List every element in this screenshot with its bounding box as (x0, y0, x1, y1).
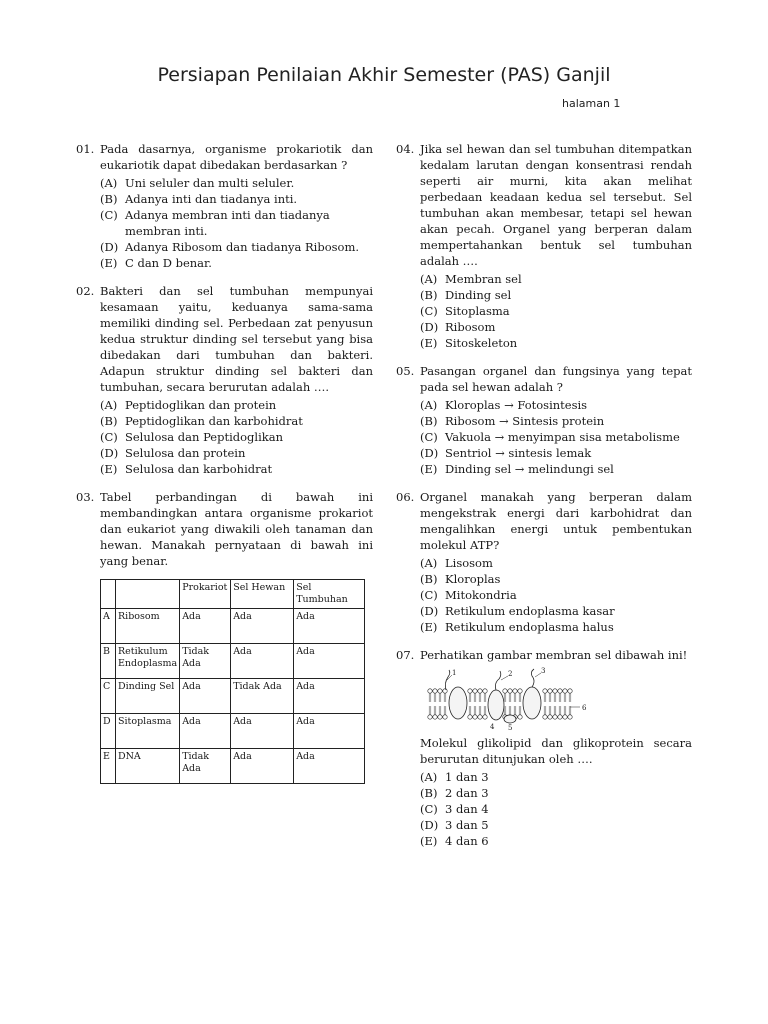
option-letter: (A) (420, 398, 438, 412)
option-text: C dan D benar. (125, 256, 212, 270)
glycoprotein-chain (531, 669, 534, 687)
option-letter: (C) (420, 304, 438, 318)
option (100, 397, 373, 413)
option (420, 785, 692, 801)
phospholipid-head (543, 689, 547, 693)
table-cell: D (101, 714, 116, 749)
option-letter: (D) (100, 446, 119, 460)
table-header-cell (116, 580, 180, 609)
question-text: Perhatikan gambar membran sel dibawah ini! (420, 648, 688, 662)
glycoprotein-chain (495, 671, 500, 690)
table-header-row (101, 580, 365, 609)
option-text: Uni seluler dan multi seluler. (125, 176, 295, 190)
table-cell: Ada (294, 749, 365, 784)
option (100, 175, 373, 191)
table-cell: Ada (231, 644, 294, 679)
option-text: Lisosom (445, 556, 493, 570)
table-cell: C (101, 679, 116, 714)
question-text: Bakteri dan sel tumbuhan mempunyai kesamaan yaitu, keduanya sama-sama memiliki dinding sel. Perbedaan zat penyusun kedua struktur dinding sel tersebut yang bisa dibedakan dari tumbuhan dan bakteri. Adapun struktur dinding sel bakteri dan tumbuhan, secara berurutan adalah …. (100, 284, 373, 394)
option (420, 271, 692, 287)
option-list (420, 271, 692, 351)
phospholipid-head (568, 689, 572, 693)
option (420, 413, 692, 429)
phospholipid-head (508, 689, 512, 693)
phospholipid-head (563, 715, 567, 719)
question-number: 02. (76, 284, 95, 298)
option-letter: (B) (420, 572, 438, 586)
option-text: Adanya inti dan tiadanya inti. (125, 192, 298, 206)
option-text: Vakuola → menyimpan sisa metabolisme (445, 430, 680, 444)
option-letter: (B) (420, 786, 438, 800)
option (420, 587, 692, 603)
question-text: Pasangan organel dan fungsinya yang tepat pada sel hewan adalah ? (420, 364, 692, 394)
option-letter: (E) (420, 462, 438, 476)
table-cell: Tidak Ada (231, 679, 294, 714)
table-header-cell: Sel Tumbuhan (294, 580, 365, 609)
option-letter: (D) (420, 604, 439, 618)
option-text: Retikulum endoplasma halus (445, 620, 614, 634)
option (420, 461, 692, 477)
membrane-protein (523, 687, 541, 719)
option-text: Selulosa dan Peptidoglikan (125, 430, 283, 444)
option (100, 207, 373, 239)
option (100, 239, 373, 255)
option (420, 769, 692, 785)
option-letter: (A) (100, 398, 118, 412)
option (420, 335, 692, 351)
cell-membrane-figure (424, 667, 592, 731)
question-text: Organel manakah yang berperan dalam mengekstrak energi dari karbohidrat dan mengalihkan energi untuk pembentukan molekul ATP? (420, 490, 692, 552)
phospholipid-head (428, 689, 432, 693)
phospholipid-head (483, 689, 487, 693)
phospholipid-head (503, 689, 507, 693)
option (100, 413, 373, 429)
option-letter: (E) (420, 336, 438, 350)
phospholipid-head (438, 715, 442, 719)
option-letter: (C) (420, 802, 438, 816)
table-cell: Dinding Sel (116, 679, 180, 714)
option (420, 603, 692, 619)
figure-label: 1 (452, 669, 457, 677)
membrane-protein (449, 687, 467, 719)
option-letter: (C) (100, 208, 118, 222)
phospholipid-head (553, 715, 557, 719)
option-letter: (C) (100, 430, 118, 444)
option-text: Retikulum endoplasma kasar (445, 604, 615, 618)
option (100, 255, 373, 271)
table-row (101, 749, 365, 784)
phospholipid-head (433, 689, 437, 693)
phospholipid-head (558, 715, 562, 719)
question-text: Tabel perbandingan di bawah ini membandingkan antara organisme prokariot dan eukariot yang diwakili oleh tanaman dan hewan. Manakah pernyataan di bawah ini yang benar. (100, 490, 373, 568)
table-cell: Ada (180, 679, 231, 714)
option-text: Sitoplasma (445, 304, 510, 318)
option-text: Peptidoglikan dan protein (125, 398, 277, 412)
page-title: Persiapan Penilaian Akhir Semester (PAS) Ganjil (157, 64, 611, 86)
option (420, 445, 692, 461)
question-number: 04. (396, 142, 415, 156)
question-03 (76, 489, 373, 784)
option-text: 1 dan 3 (445, 770, 489, 784)
question-number: 07. (396, 648, 415, 662)
option-letter: (B) (100, 192, 118, 206)
option-letter: (A) (420, 556, 438, 570)
phospholipid-head (558, 689, 562, 693)
table-cell: Ada (294, 644, 365, 679)
option-letter: (B) (100, 414, 118, 428)
option-text: Mitokondria (445, 588, 517, 602)
table-cell: Tidak Ada (180, 644, 231, 679)
option (420, 555, 692, 571)
option-text: Sitoskeleton (445, 336, 518, 350)
option-letter: (B) (420, 288, 438, 302)
option-letter: (A) (420, 770, 438, 784)
table-cell: Ada (294, 714, 365, 749)
phospholipid-head (478, 689, 482, 693)
pointer-line (501, 676, 508, 680)
option-text: Ribosom → Sintesis protein (445, 414, 605, 428)
option-text: Peptidoglikan dan karbohidrat (125, 414, 303, 428)
table-header-cell: Prokariot (180, 580, 231, 609)
option-text: Adanya membran inti dan tiadanya membran inti. (125, 208, 330, 238)
phospholipid-head (548, 715, 552, 719)
option (420, 397, 692, 413)
option-text: 3 dan 5 (445, 818, 489, 832)
option-letter: (D) (420, 818, 439, 832)
phospholipid-head (568, 715, 572, 719)
option-letter: (C) (420, 588, 438, 602)
phospholipid-head (428, 715, 432, 719)
question-number: 05. (396, 364, 415, 378)
table-cell: Ribosom (116, 609, 180, 644)
option-letter: (B) (420, 414, 438, 428)
question-number: 01. (76, 142, 95, 156)
table-header-cell: Sel Hewan (231, 580, 294, 609)
phospholipid-head (483, 715, 487, 719)
option-letter: (E) (420, 620, 438, 634)
option-letter: (E) (100, 462, 118, 476)
table-cell: Tidak Ada (180, 749, 231, 784)
question-text: Pada dasarnya, organisme prokariotik dan eukariotik dapat dibedakan berdasarkan ? (100, 142, 373, 172)
table-row (101, 714, 365, 749)
phospholipid-head (468, 715, 472, 719)
phospholipid-head (518, 689, 522, 693)
phospholipid-head (553, 689, 557, 693)
table-cell: Ada (231, 609, 294, 644)
table-cell: Ada (180, 714, 231, 749)
phospholipid-head (433, 715, 437, 719)
option-text: Ribosom (445, 320, 496, 334)
option-text: Adanya Ribosom dan tiadanya Ribosom. (125, 240, 360, 254)
option-text: Selulosa dan karbohidrat (125, 462, 273, 476)
phospholipid-head (563, 689, 567, 693)
option-letter: (E) (420, 834, 438, 848)
phospholipid-head (443, 715, 447, 719)
option-text: Membran sel (445, 272, 522, 286)
question-number: 06. (396, 490, 415, 504)
option-text: Sentriol → sintesis lemak (445, 446, 592, 460)
option-list (100, 175, 373, 271)
table-cell: Retikulum Endoplasma (116, 644, 180, 679)
glycolipid-chain (445, 670, 449, 690)
option (100, 429, 373, 445)
phospholipid-head (473, 715, 477, 719)
table-row (101, 679, 365, 714)
question-01 (76, 141, 373, 271)
option (100, 461, 373, 477)
right-column (396, 141, 692, 861)
option-list (100, 397, 373, 477)
option-letter: (D) (420, 446, 439, 460)
table-cell: Ada (294, 609, 365, 644)
question-06 (396, 489, 692, 635)
option-letter: (A) (100, 176, 118, 190)
table-cell: Ada (231, 714, 294, 749)
phospholipid-head (543, 715, 547, 719)
phospholipid-head (478, 715, 482, 719)
option-text: Selulosa dan protein (125, 446, 246, 460)
left-column (76, 141, 373, 796)
option-text: 3 dan 4 (445, 802, 489, 816)
option (420, 429, 692, 445)
option-text: 2 dan 3 (445, 786, 489, 800)
table-cell: Ada (180, 609, 231, 644)
table-cell: Ada (294, 679, 365, 714)
option-text: Kloroplas (445, 572, 501, 586)
option-list (420, 397, 692, 477)
question-text: Jika sel hewan dan sel tumbuhan ditempatkan kedalam larutan dengan konsentrasi rendah seperti air murni, kita akan melihat perbedaan keadaan kedua sel tersebut. Sel tumbuhan akan membesar, tetapi sel hewan akan pecah. Organel yang berperan dalam mempertahankan bentuk sel tumbuhan adalah …. (420, 142, 692, 268)
question-04 (396, 141, 692, 351)
option-text: Dinding sel (445, 288, 512, 302)
option (420, 319, 692, 335)
option (420, 303, 692, 319)
option (420, 817, 692, 833)
figure-label: 3 (541, 667, 546, 675)
table-cell: E (101, 749, 116, 784)
phospholipid-head (548, 689, 552, 693)
option (420, 801, 692, 817)
option-letter: (E) (100, 256, 118, 270)
question-07 (396, 647, 692, 849)
figure-label: 6 (582, 704, 587, 712)
option-text: 4 dan 6 (445, 834, 489, 848)
figure-label: 4 (490, 723, 495, 731)
option (100, 191, 373, 207)
question-02 (76, 283, 373, 477)
phospholipid-head (438, 689, 442, 693)
table-cell: DNA (116, 749, 180, 784)
option-letter: (C) (420, 430, 438, 444)
phospholipid-head (443, 689, 447, 693)
option-list (420, 769, 692, 849)
membrane-protein (504, 715, 516, 723)
option-letter: (D) (420, 320, 439, 334)
membrane-protein (488, 690, 504, 720)
table-cell: B (101, 644, 116, 679)
phospholipid-head (518, 715, 522, 719)
table-cell: Ada (231, 749, 294, 784)
table-cell: Sitoplasma (116, 714, 180, 749)
question-followup-text: Molekul glikolipid dan glikoprotein secara berurutan ditunjukan oleh …. (420, 736, 692, 766)
option-list (420, 555, 692, 635)
table-cell: A (101, 609, 116, 644)
figure-label: 2 (508, 670, 513, 678)
option (420, 833, 692, 849)
phospholipid-head (513, 689, 517, 693)
option (420, 571, 692, 587)
option-text: Kloroplas → Fotosintesis (445, 398, 588, 412)
comparison-table (100, 579, 365, 784)
phospholipid-head (468, 689, 472, 693)
option (420, 287, 692, 303)
question-number: 03. (76, 490, 95, 504)
option (100, 445, 373, 461)
page-number: halaman 1 (562, 97, 621, 110)
table-row (101, 609, 365, 644)
table-row (101, 644, 365, 679)
figure-label: 5 (508, 724, 513, 731)
question-05 (396, 363, 692, 477)
option-letter: (A) (420, 272, 438, 286)
option (420, 619, 692, 635)
phospholipid-head (473, 689, 477, 693)
table-header-cell (101, 580, 116, 609)
option-text: Dinding sel → melindungi sel (445, 462, 614, 476)
option-letter: (D) (100, 240, 119, 254)
